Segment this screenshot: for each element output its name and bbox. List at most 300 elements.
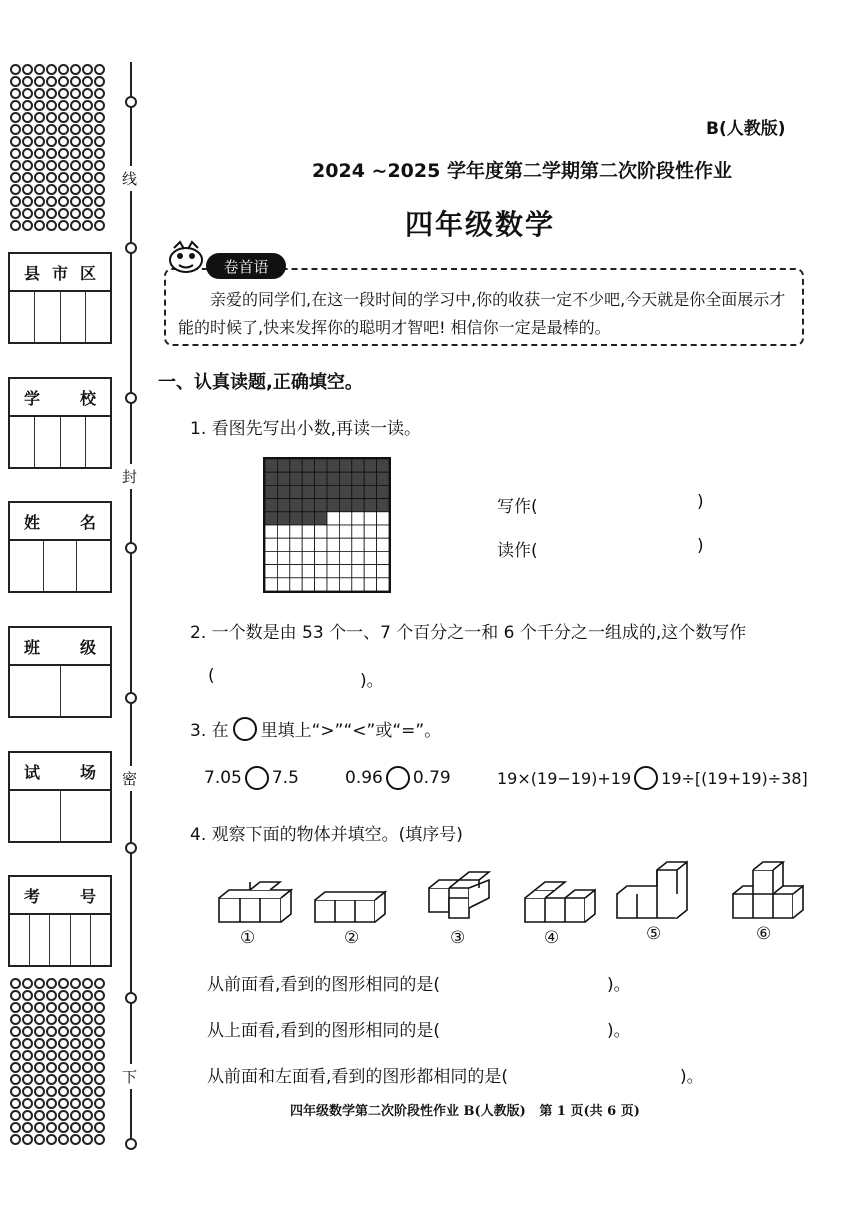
intro-badge-label: 卷首语 (223, 257, 269, 276)
decorative-circle (10, 1074, 21, 1085)
decorative-circle (34, 172, 45, 183)
field-exam-number (8, 875, 112, 967)
decorative-circle (82, 100, 93, 111)
field-label: 级 (79, 637, 96, 657)
decorative-circle (82, 1002, 93, 1013)
grid-cell (339, 525, 351, 538)
decorative-circle (82, 1134, 93, 1145)
q4-line-top: 从上面看,看到的图形相同的是( (207, 1021, 441, 1041)
intro-text: 亲爱的同学们,在这一段时间的学习中,你的收获一定不少吧,今天就是你全面展示才能的时候了,快来发挥你的聪明才智吧! 相信你一定是最棒的。 (178, 290, 786, 337)
decorative-circle (58, 1026, 69, 1037)
decorative-circle (22, 1050, 33, 1061)
decorative-circle (70, 220, 81, 231)
decorative-circle (58, 1086, 69, 1097)
grid-cell (352, 512, 364, 525)
cube-figures (205, 858, 805, 928)
decorative-circle (82, 1086, 93, 1097)
grid-cell (339, 578, 351, 591)
compare-circle[interactable] (634, 766, 658, 790)
grid-cell (364, 551, 376, 564)
read-label: 读作( (497, 541, 538, 561)
decorative-circle (70, 1062, 81, 1073)
grid-cell (315, 578, 327, 591)
grid-cell (327, 538, 339, 551)
decorative-circle (70, 1026, 81, 1037)
grid-cell (265, 551, 277, 564)
decorative-circle (82, 1062, 93, 1073)
decorative-circle (34, 1074, 45, 1085)
q1-write-close: ) (697, 492, 704, 512)
decorative-circle (82, 990, 93, 1001)
decorative-circle (34, 1026, 45, 1037)
decorative-circle (46, 112, 57, 123)
grid-cell-shaded (302, 472, 314, 485)
compare-left: 0.96 (345, 768, 383, 788)
decorative-circle (70, 990, 81, 1001)
decorative-circle (70, 1050, 81, 1061)
decorative-circle (22, 64, 33, 75)
decorative-circle (34, 208, 45, 219)
figure-label: ⑥ (756, 924, 772, 944)
decorative-circle (94, 1026, 105, 1037)
decorative-circle (46, 990, 57, 1001)
decorative-circle (34, 990, 45, 1001)
decorative-circles-bottom (10, 978, 106, 1145)
q4-line-front-left-close: )。 (680, 1067, 704, 1087)
grid-cell-shaded (265, 512, 277, 525)
decorative-circle (22, 1062, 33, 1073)
grid-cell-shaded (265, 499, 277, 512)
decorative-circle (94, 1038, 105, 1049)
grid-cell (377, 525, 389, 538)
grid-cell (327, 551, 339, 564)
decorative-circle (82, 184, 93, 195)
decorative-circle (82, 160, 93, 171)
decorative-circle (22, 978, 33, 989)
figure-5 (617, 862, 687, 918)
decorative-circle (10, 1134, 21, 1145)
decorative-circle (94, 1062, 105, 1073)
decorative-circle (34, 148, 45, 159)
decorative-circle (70, 88, 81, 99)
decorative-circle (22, 136, 33, 147)
decorative-circle (34, 978, 45, 989)
decorative-circle (70, 172, 81, 183)
compare-left: 7.05 (204, 768, 242, 788)
grid-cell-shaded (364, 472, 376, 485)
decorative-circle (70, 100, 81, 111)
decorative-circle (10, 64, 21, 75)
cut-char: 下 (122, 1064, 137, 1089)
decorative-circle (58, 1014, 69, 1025)
decorative-circle (46, 88, 57, 99)
decorative-circle (70, 148, 81, 159)
field-label: 县 (24, 263, 41, 283)
grid-cell (265, 578, 277, 591)
decorative-circle (46, 1134, 57, 1145)
decorative-circle (70, 76, 81, 87)
decorative-circle (46, 64, 57, 75)
decorative-circle (94, 1098, 105, 1109)
decorative-circle (70, 1038, 81, 1049)
grid-cell-shaded (315, 512, 327, 525)
decorative-circle (58, 100, 69, 111)
decorative-circle (10, 196, 21, 207)
grid-cell (352, 551, 364, 564)
grid-cell (364, 525, 376, 538)
grid-svg (265, 459, 389, 591)
grid-cell-shaded (377, 499, 389, 512)
decorative-circle (46, 76, 57, 87)
grid-cell (339, 551, 351, 564)
decorative-circle (10, 1098, 21, 1109)
grid-cell (377, 512, 389, 525)
decorative-circle (82, 1026, 93, 1037)
grid-cell-shaded (277, 499, 289, 512)
decorative-circle (70, 978, 81, 989)
decorative-circle (46, 1002, 57, 1013)
decorative-circle (82, 76, 93, 87)
grid-cell-shaded (315, 499, 327, 512)
grid-cell-shaded (290, 499, 302, 512)
decorative-circle (34, 1038, 45, 1049)
decorative-circle (46, 100, 57, 111)
decorative-circle (46, 1122, 57, 1133)
compare-left: 19×(19−19)+19 (497, 768, 632, 788)
q3-text-b: 里填上“>”“<”或“=”。 (260, 721, 442, 741)
decorative-circle (46, 184, 57, 195)
decorative-circle (82, 1122, 93, 1133)
decorative-circle (82, 1074, 93, 1085)
figure-4 (525, 882, 595, 922)
decorative-circle (94, 1110, 105, 1121)
decorative-circle (10, 1110, 21, 1121)
decorative-circle (34, 88, 45, 99)
decorative-circle (82, 208, 93, 219)
decorative-circle (34, 220, 45, 231)
decorative-circle (34, 1002, 45, 1013)
decorative-circle (82, 88, 93, 99)
q1-write-label (497, 492, 538, 517)
compare-circle[interactable] (245, 766, 269, 790)
decorative-circle (10, 160, 21, 171)
compare-circle[interactable] (386, 766, 410, 790)
decorative-circle (10, 172, 21, 183)
decorative-circle (22, 1086, 33, 1097)
write-label: 写作( (497, 497, 538, 517)
grid-cell (377, 538, 389, 551)
decorative-circle (82, 172, 93, 183)
grid-cell (265, 525, 277, 538)
decorative-circle (82, 148, 93, 159)
grid-cell-shaded (352, 459, 364, 472)
grid-cell (364, 565, 376, 578)
decorative-circle (22, 1002, 33, 1013)
decorative-circle (34, 1050, 45, 1061)
compare-item (204, 766, 299, 790)
decorative-circle (82, 1110, 93, 1121)
grid-cell-shaded (277, 512, 289, 525)
decorative-circle (46, 220, 57, 231)
page-footer: 四年级数学第二次阶段性作业 B(人教版) 第 1 页(共 6 页) (290, 1104, 640, 1119)
decorative-circle (10, 76, 21, 87)
grid-cell-shaded (352, 499, 364, 512)
exam-title: 2024 ~2025 学年度第二学期第二次阶段性作业 (312, 160, 732, 182)
decorative-circle (94, 1014, 105, 1025)
decimal-grid (263, 457, 391, 593)
figure-1 (219, 882, 291, 922)
decorative-circle (58, 220, 69, 231)
field-label: 学 (24, 388, 41, 408)
decorative-circle (58, 1122, 69, 1133)
grid-cell (339, 565, 351, 578)
grid-cell (290, 578, 302, 591)
grid-cell (290, 551, 302, 564)
decorative-circle (46, 196, 57, 207)
field-exam-room (8, 751, 112, 843)
cut-dot (125, 392, 137, 404)
grid-cell (265, 538, 277, 551)
decorative-circle (58, 64, 69, 75)
grid-cell (327, 525, 339, 538)
version-label: B(人教版) (706, 119, 786, 139)
cut-dot (125, 692, 137, 704)
grid-cell-shaded (339, 459, 351, 472)
grid-cell (277, 525, 289, 538)
field-county-city-district (8, 252, 112, 344)
grid-cell-shaded (352, 485, 364, 498)
grid-cell-shaded (377, 472, 389, 485)
decorative-circle (82, 112, 93, 123)
decorative-circle (58, 76, 69, 87)
decorative-circle (94, 990, 105, 1001)
decorative-circle (34, 1086, 45, 1097)
decorative-circle (46, 1038, 57, 1049)
grid-cell-shaded (315, 459, 327, 472)
decorative-circle (82, 978, 93, 989)
grid-cell-shaded (339, 499, 351, 512)
decorative-circle (94, 1050, 105, 1061)
decorative-circle (10, 136, 21, 147)
decorative-circle (94, 1086, 105, 1097)
decorative-circle (94, 76, 105, 87)
decorative-circle (22, 1098, 33, 1109)
grid-cell (327, 512, 339, 525)
decorative-circle (94, 88, 105, 99)
cut-dot (125, 842, 137, 854)
decorative-circle (22, 148, 33, 159)
decorative-circle (46, 172, 57, 183)
field-label: 校 (79, 388, 96, 408)
decorative-circle (70, 184, 81, 195)
decorative-circle (94, 148, 105, 159)
cut-line (130, 62, 132, 1147)
decorative-circle (10, 1086, 21, 1097)
mascot-icon (166, 240, 206, 274)
cut-dot (125, 992, 137, 1004)
grid-cell (302, 565, 314, 578)
grid-cell (377, 565, 389, 578)
q1-text: 1. 看图先写出小数,再读一读。 (190, 419, 422, 439)
decorative-circle (34, 1134, 45, 1145)
decorative-circle (46, 1026, 57, 1037)
decorative-circle (94, 1074, 105, 1085)
decorative-circle (10, 100, 21, 111)
decorative-circle (70, 1086, 81, 1097)
decorative-circle (82, 136, 93, 147)
decorative-circles-top (10, 64, 106, 231)
decorative-circle (10, 1002, 21, 1013)
decorative-circle (58, 1038, 69, 1049)
grid-cell (315, 565, 327, 578)
grid-cell (352, 525, 364, 538)
q1-read-close: ) (697, 536, 704, 556)
q4-line-front: 从前面看,看到的图形相同的是( (207, 975, 441, 995)
decorative-circle (70, 136, 81, 147)
grid-cell (352, 565, 364, 578)
grid-cell (364, 538, 376, 551)
decorative-circle (58, 184, 69, 195)
decorative-circle (34, 112, 45, 123)
decorative-circle (46, 1050, 57, 1061)
field-label: 市 (51, 263, 68, 283)
grid-cell (364, 578, 376, 591)
figure-label: ② (344, 928, 360, 948)
grid-cell-shaded (364, 499, 376, 512)
figure-3 (429, 872, 489, 918)
grid-cell-shaded (265, 459, 277, 472)
compare-right: 19÷[(19+19)÷38] (661, 768, 808, 788)
decorative-circle (58, 148, 69, 159)
decorative-circle (46, 136, 57, 147)
grid-cell-shaded (302, 459, 314, 472)
decorative-circle (34, 136, 45, 147)
decorative-circle (46, 1062, 57, 1073)
decorative-circle (58, 124, 69, 135)
decorative-circle (46, 1110, 57, 1121)
decorative-circle (22, 1122, 33, 1133)
q1-read-label (497, 536, 538, 561)
grid-cell-shaded (327, 485, 339, 498)
decorative-circle (58, 172, 69, 183)
grid-cell-shaded (265, 472, 277, 485)
decorative-circle (22, 990, 33, 1001)
decorative-circle (34, 160, 45, 171)
decorative-circle (94, 208, 105, 219)
decorative-circle (58, 1002, 69, 1013)
grid-cell-shaded (377, 485, 389, 498)
decorative-circle (70, 1074, 81, 1085)
field-label: 号 (79, 886, 96, 906)
decorative-circle (70, 1110, 81, 1121)
decorative-circle (10, 1122, 21, 1133)
decorative-circle (70, 1122, 81, 1133)
decorative-circle (46, 124, 57, 135)
decorative-circle (70, 124, 81, 135)
grid-cell-shaded (265, 485, 277, 498)
grid-cell (302, 525, 314, 538)
decorative-circle (10, 208, 21, 219)
grid-cell-shaded (302, 499, 314, 512)
figure-2 (315, 892, 385, 922)
field-label: 考 (24, 886, 41, 906)
intro-box (164, 268, 804, 346)
decorative-circle (94, 978, 105, 989)
decorative-circle (34, 100, 45, 111)
grid-cell-shaded (277, 472, 289, 485)
q2-blank-close: )。 (360, 671, 384, 691)
grid-cell (377, 551, 389, 564)
grid-cell (315, 551, 327, 564)
decorative-circle (22, 1038, 33, 1049)
decorative-circle (58, 978, 69, 989)
field-name (8, 501, 112, 593)
decorative-circle (34, 64, 45, 75)
figure-label: ③ (450, 928, 466, 948)
decorative-circle (22, 184, 33, 195)
decorative-circle (58, 136, 69, 147)
cut-char: 封 (122, 464, 137, 489)
decorative-circle (70, 112, 81, 123)
q3-text-a: 3. 在 (190, 721, 229, 741)
q2-blank-open: ( (208, 666, 215, 686)
grid-cell-shaded (302, 485, 314, 498)
figure-label: ⑤ (646, 924, 662, 944)
decorative-circle (82, 196, 93, 207)
decorative-circle (22, 76, 33, 87)
grid-cell-shaded (352, 472, 364, 485)
grid-cell-shaded (290, 472, 302, 485)
grid-cell (277, 538, 289, 551)
grid-cell-shaded (290, 485, 302, 498)
decorative-circle (70, 1134, 81, 1145)
grid-cell-shaded (339, 485, 351, 498)
decorative-circle (94, 136, 105, 147)
decorative-circle (10, 1062, 21, 1073)
grid-cell (327, 565, 339, 578)
decorative-circle (10, 1050, 21, 1061)
decorative-circle (46, 978, 57, 989)
decorative-circle (22, 208, 33, 219)
decorative-circle (22, 100, 33, 111)
decorative-circle (34, 124, 45, 135)
decorative-circle (34, 184, 45, 195)
decorative-circle (58, 1134, 69, 1145)
figure-label: ① (240, 928, 256, 948)
grid-cell (315, 538, 327, 551)
decorative-circle (70, 1002, 81, 1013)
grid-cell-shaded (327, 472, 339, 485)
decorative-circle (22, 88, 33, 99)
decorative-circle (10, 1026, 21, 1037)
decorative-circle (22, 1110, 33, 1121)
grid-cell (377, 578, 389, 591)
decorative-circle (10, 124, 21, 135)
grid-cell (352, 538, 364, 551)
decorative-circle (82, 1038, 93, 1049)
decorative-circle (82, 220, 93, 231)
decorative-circle (34, 1110, 45, 1121)
grid-cell (302, 538, 314, 551)
figure-label: ④ (544, 928, 560, 948)
decorative-circle (94, 64, 105, 75)
decorative-circle (22, 124, 33, 135)
q4-line-front-left: 从前面和左面看,看到的图形都相同的是( (207, 1067, 509, 1087)
compare-circle-icon (233, 717, 257, 741)
cut-dot (125, 96, 137, 108)
decorative-circle (10, 112, 21, 123)
decorative-circle (70, 1098, 81, 1109)
